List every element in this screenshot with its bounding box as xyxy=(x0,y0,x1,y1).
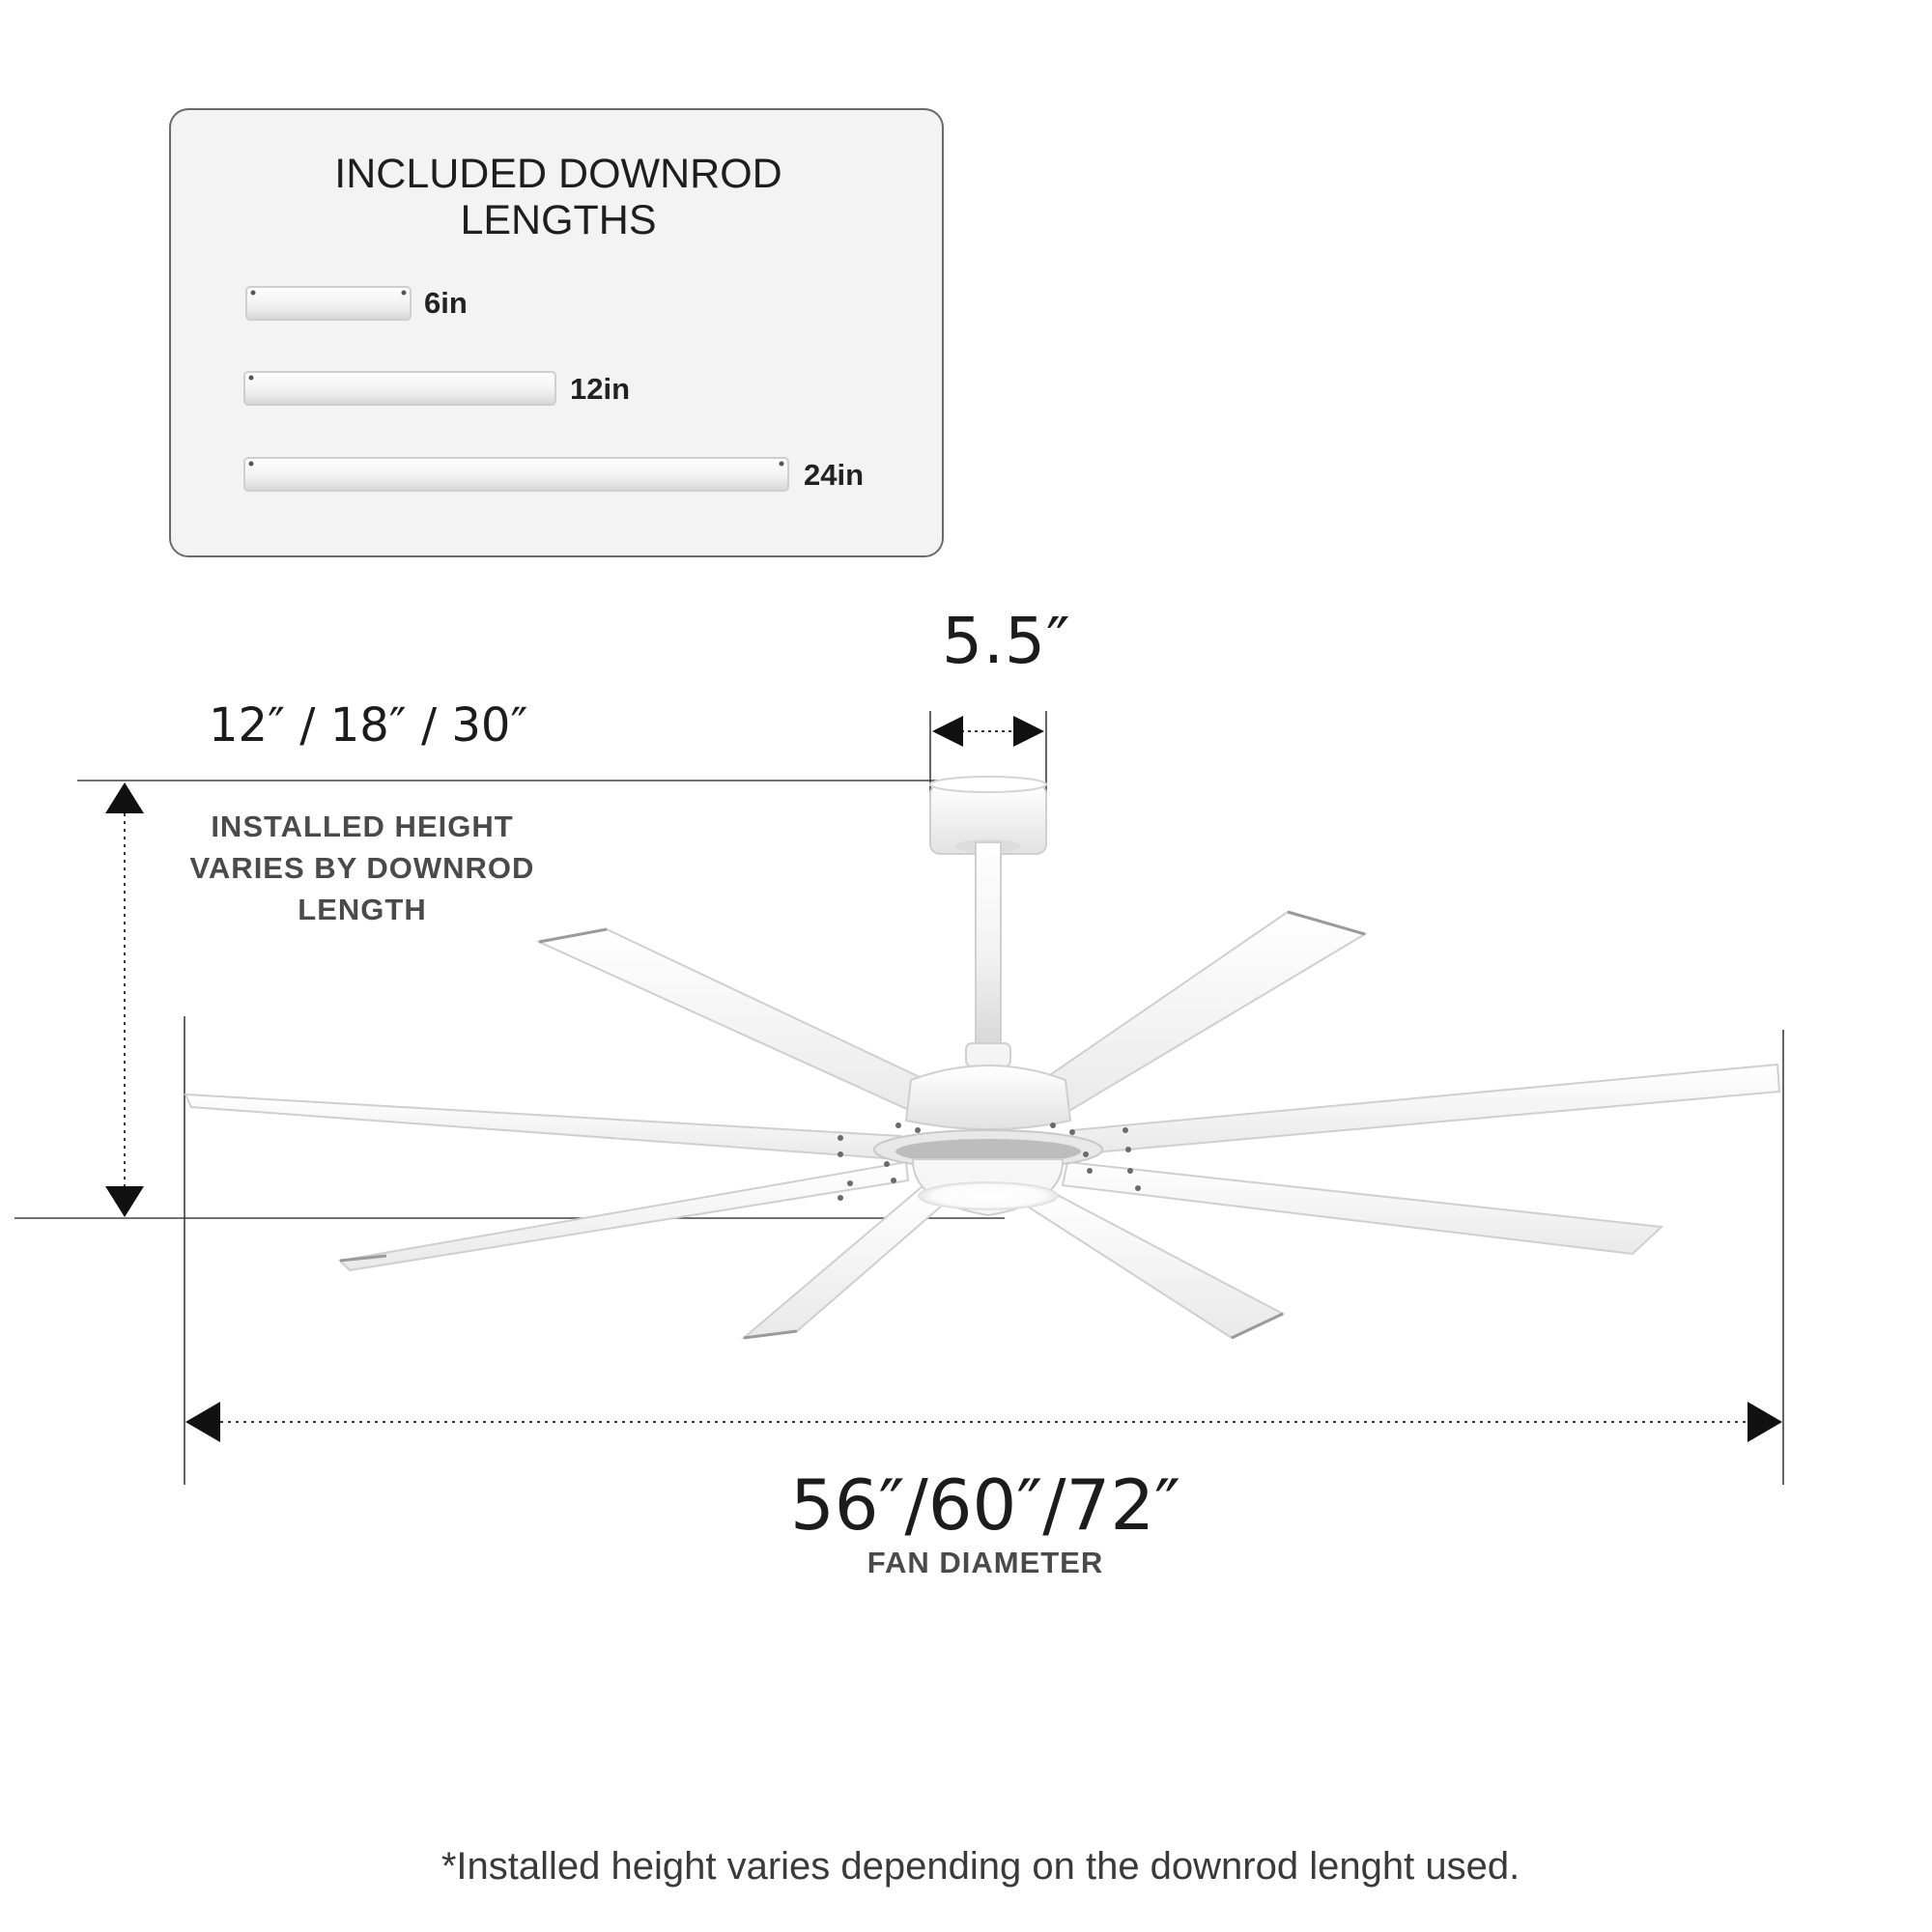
installed-height-note-line2: VARIES BY DOWNROD xyxy=(189,851,535,885)
fan-blade-lower-right xyxy=(1063,1162,1662,1254)
downrod-coupler xyxy=(966,1043,1010,1066)
height-arrow-down-icon xyxy=(105,1186,144,1217)
fan-blade-bottom-right xyxy=(1014,1190,1283,1338)
downrod-panel-title-line1: INCLUDED DOWNROD xyxy=(334,151,782,197)
motor-width-arrow-left-icon xyxy=(932,716,963,747)
motor-width-value: 5.5″ xyxy=(942,604,1071,678)
installed-height-note-line3: LENGTH xyxy=(298,893,427,926)
installed-height-note xyxy=(145,806,580,930)
fan-blade-left xyxy=(185,1094,900,1159)
installed-height-footnote: *Installed height varies depending on the downrod lenght used. xyxy=(440,1845,1520,1888)
fan-diameter-value: 56″/60″/72″ xyxy=(789,1464,1181,1546)
downrod-12in xyxy=(244,372,555,405)
downrod-6in-label: 6in xyxy=(424,286,468,320)
fan-blade-right xyxy=(1072,1065,1779,1154)
diameter-arrow-right-icon xyxy=(1747,1402,1782,1442)
diameter-arrow-left-icon xyxy=(185,1402,220,1442)
downrod-options-value: 12″ / 18″ / 30″ xyxy=(209,698,528,753)
installed-height-note-line1: INSTALLED HEIGHT xyxy=(211,810,514,843)
downrod-24in-label: 24in xyxy=(804,458,865,492)
downrod-6in xyxy=(246,287,411,320)
downrod-panel-title-line2: LENGTHS xyxy=(460,197,657,243)
fan-blade-upper-left xyxy=(539,929,971,1121)
fan-blade-bottom-left xyxy=(744,1186,956,1338)
fan-downrod xyxy=(976,842,1001,1051)
downrod-24in xyxy=(244,458,788,491)
fan-blade-lower-left xyxy=(340,1162,908,1270)
height-arrow-up-icon xyxy=(105,782,144,813)
motor-width-arrow-right-icon xyxy=(1013,716,1044,747)
fan-diameter-label: FAN DIAMETER xyxy=(867,1546,1104,1579)
downrod-12in-label: 12in xyxy=(570,372,631,406)
